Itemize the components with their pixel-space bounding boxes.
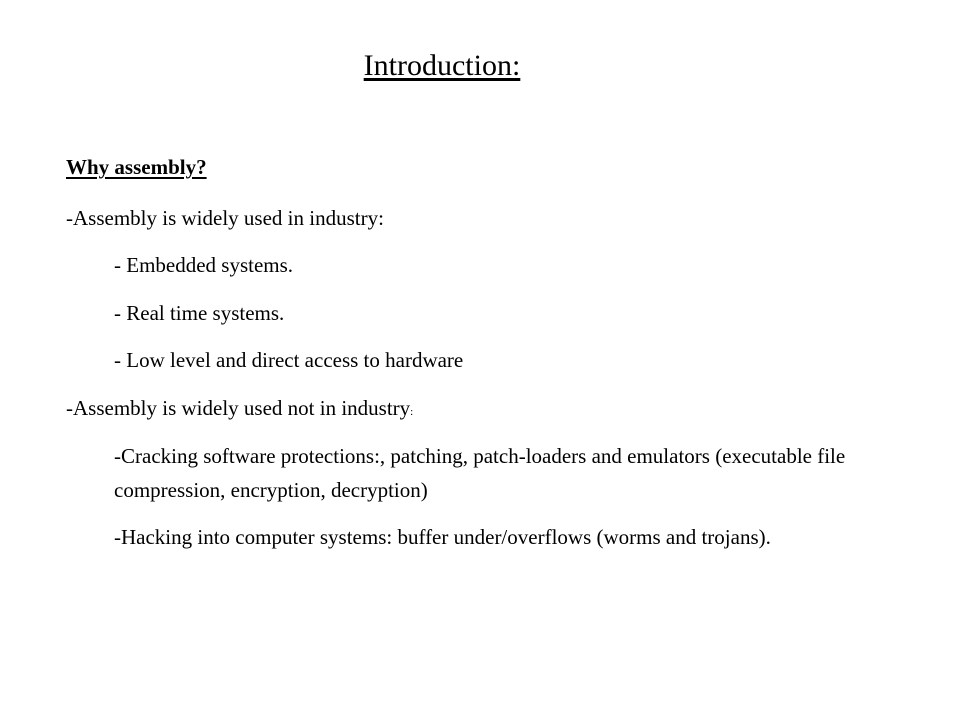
bullet-non-industry-colon: : <box>410 406 414 418</box>
slide-title: Introduction: <box>363 49 521 82</box>
sub-bullet-embedded: - Embedded systems. <box>114 253 294 277</box>
bullet-non-industry-text: -Assembly is widely used not in industry <box>66 396 411 420</box>
section-heading: Why assembly? <box>66 155 207 179</box>
sub-bullet-real-time: - Real time systems. <box>114 301 285 325</box>
sub-bullet-cracking: -Cracking software protections:, patching, patch-loaders and emulators (executable file compression, encryption, decryption) <box>114 444 846 502</box>
bullet-industry-use: -Assembly is widely used in industry: <box>66 206 384 230</box>
sub-bullet-low-level: - Low level and direct access to hardware <box>114 348 464 372</box>
sub-bullet-hacking: -Hacking into computer systems: buffer under/overflows (worms and trojans). <box>114 525 771 549</box>
bullet-non-industry-use <box>66 395 413 426</box>
